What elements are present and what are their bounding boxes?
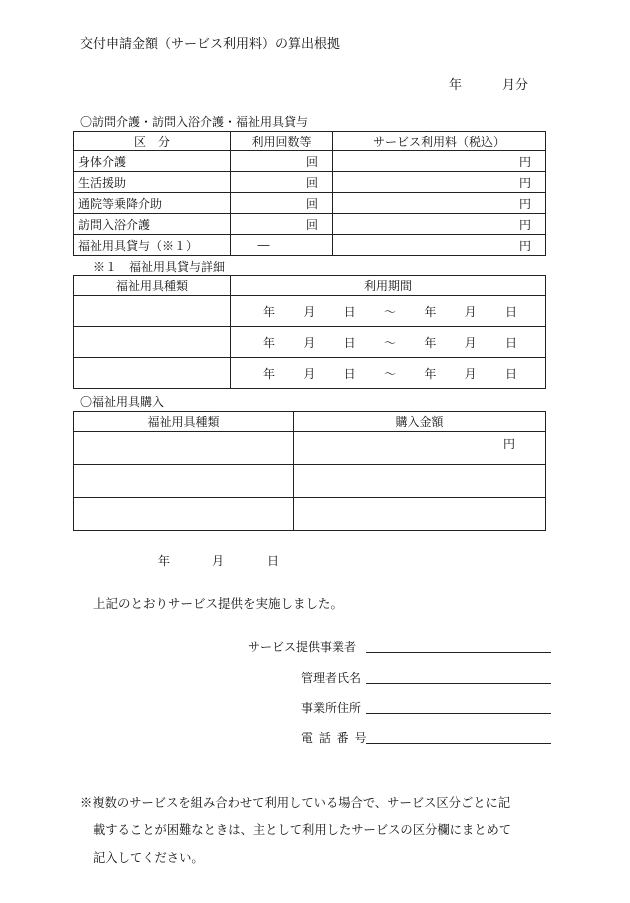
note-line: ※複数のサービスを組み合わせて利用している場合で、サービス区分ごとに記 (80, 796, 511, 810)
table-row (74, 296, 546, 327)
equipment-type-cell[interactable] (74, 465, 294, 498)
equipment-type-cell[interactable] (74, 358, 231, 389)
col-header-purchase-amount: 購入金額 (294, 412, 546, 432)
period-cell[interactable]: 年 月 日 ～ 年 月 日 (231, 296, 546, 327)
address-label: 事業所住所 (301, 701, 362, 715)
col-header-category: 区 分 (74, 132, 231, 151)
section3-heading: 〇福祉用具購入 (80, 395, 165, 409)
col-header-equipment-type: 福祉用具種類 (74, 276, 231, 296)
equipment-type-cell[interactable] (74, 498, 294, 531)
fee-cell[interactable]: 円 (333, 235, 546, 256)
fee-cell[interactable]: 円 (333, 214, 546, 235)
count-cell[interactable]: 回 (231, 193, 333, 214)
statement-text: 上記のとおりサービス提供を実施しました。 (93, 596, 344, 611)
table-row (74, 151, 546, 172)
equipment-type-cell[interactable] (74, 296, 231, 327)
count-cell[interactable]: 回 (231, 151, 333, 172)
purchase-table (73, 411, 546, 531)
footer-month-label: 月 (212, 554, 225, 568)
phone-label: 電 話 番 号 (301, 731, 368, 745)
row-label: 通院等乗降介助 (74, 193, 231, 214)
provider-field[interactable] (366, 652, 551, 653)
footer-year-label: 年 (158, 554, 171, 568)
period-cell[interactable]: 年 月 日 ～ 年 月 日 (231, 358, 546, 389)
address-field[interactable] (366, 713, 551, 714)
table-row (74, 498, 546, 531)
col-header-period: 利用期間 (231, 276, 546, 296)
table-row (74, 235, 546, 256)
rental-detail-table (73, 275, 546, 389)
equipment-type-cell[interactable] (74, 327, 231, 358)
col-header-count: 利用回数等 (231, 132, 333, 151)
table-row (74, 214, 546, 235)
service-fee-table (73, 131, 546, 256)
note-line: 記入してください。 (93, 851, 204, 865)
manager-label: 管理者氏名 (301, 671, 362, 685)
equipment-type-cell[interactable] (74, 432, 294, 465)
header-year-label: 年 (449, 78, 463, 93)
purchase-amount-cell[interactable] (294, 498, 546, 531)
row-label: 訪問入浴介護 (74, 214, 231, 235)
row-label: 福祉用具貸与（※１） (74, 235, 231, 256)
fee-cell[interactable]: 円 (333, 193, 546, 214)
purchase-amount-cell[interactable]: 円 (294, 432, 546, 465)
section1-heading: 〇訪問介護・訪問入浴介護・福祉用具貸与 (80, 115, 309, 129)
table-row (74, 465, 546, 498)
count-cell[interactable]: 回 (231, 214, 333, 235)
provider-label: サービス提供事業者 (248, 640, 357, 654)
table-row (74, 358, 546, 389)
document-title: 交付申請金額（サービス利用料）の算出根拠 (80, 37, 341, 52)
table-row (74, 432, 546, 465)
section2-heading: ※１ 福祉用具貸与詳細 (93, 260, 226, 274)
count-cell[interactable]: 回 (231, 172, 333, 193)
fee-cell[interactable]: 円 (333, 172, 546, 193)
col-header-equipment-type: 福祉用具種類 (74, 412, 294, 432)
purchase-amount-cell[interactable] (294, 465, 546, 498)
footer-day-label: 日 (267, 554, 280, 568)
header-month-label: 月分 (502, 78, 529, 93)
table-row (74, 193, 546, 214)
row-label: 生活援助 (74, 172, 231, 193)
fee-cell[interactable]: 円 (333, 151, 546, 172)
row-label: 身体介護 (74, 151, 231, 172)
table-row (74, 172, 546, 193)
table-row (74, 327, 546, 358)
col-header-fee: サービス利用料（税込） (333, 132, 546, 151)
count-cell: ― (231, 235, 333, 256)
note-line: 載することが困難なときは、主として利用したサービスの区分欄にまとめて (93, 823, 512, 837)
period-cell[interactable]: 年 月 日 ～ 年 月 日 (231, 327, 546, 358)
phone-field[interactable] (366, 743, 551, 744)
manager-name-field[interactable] (366, 683, 551, 684)
